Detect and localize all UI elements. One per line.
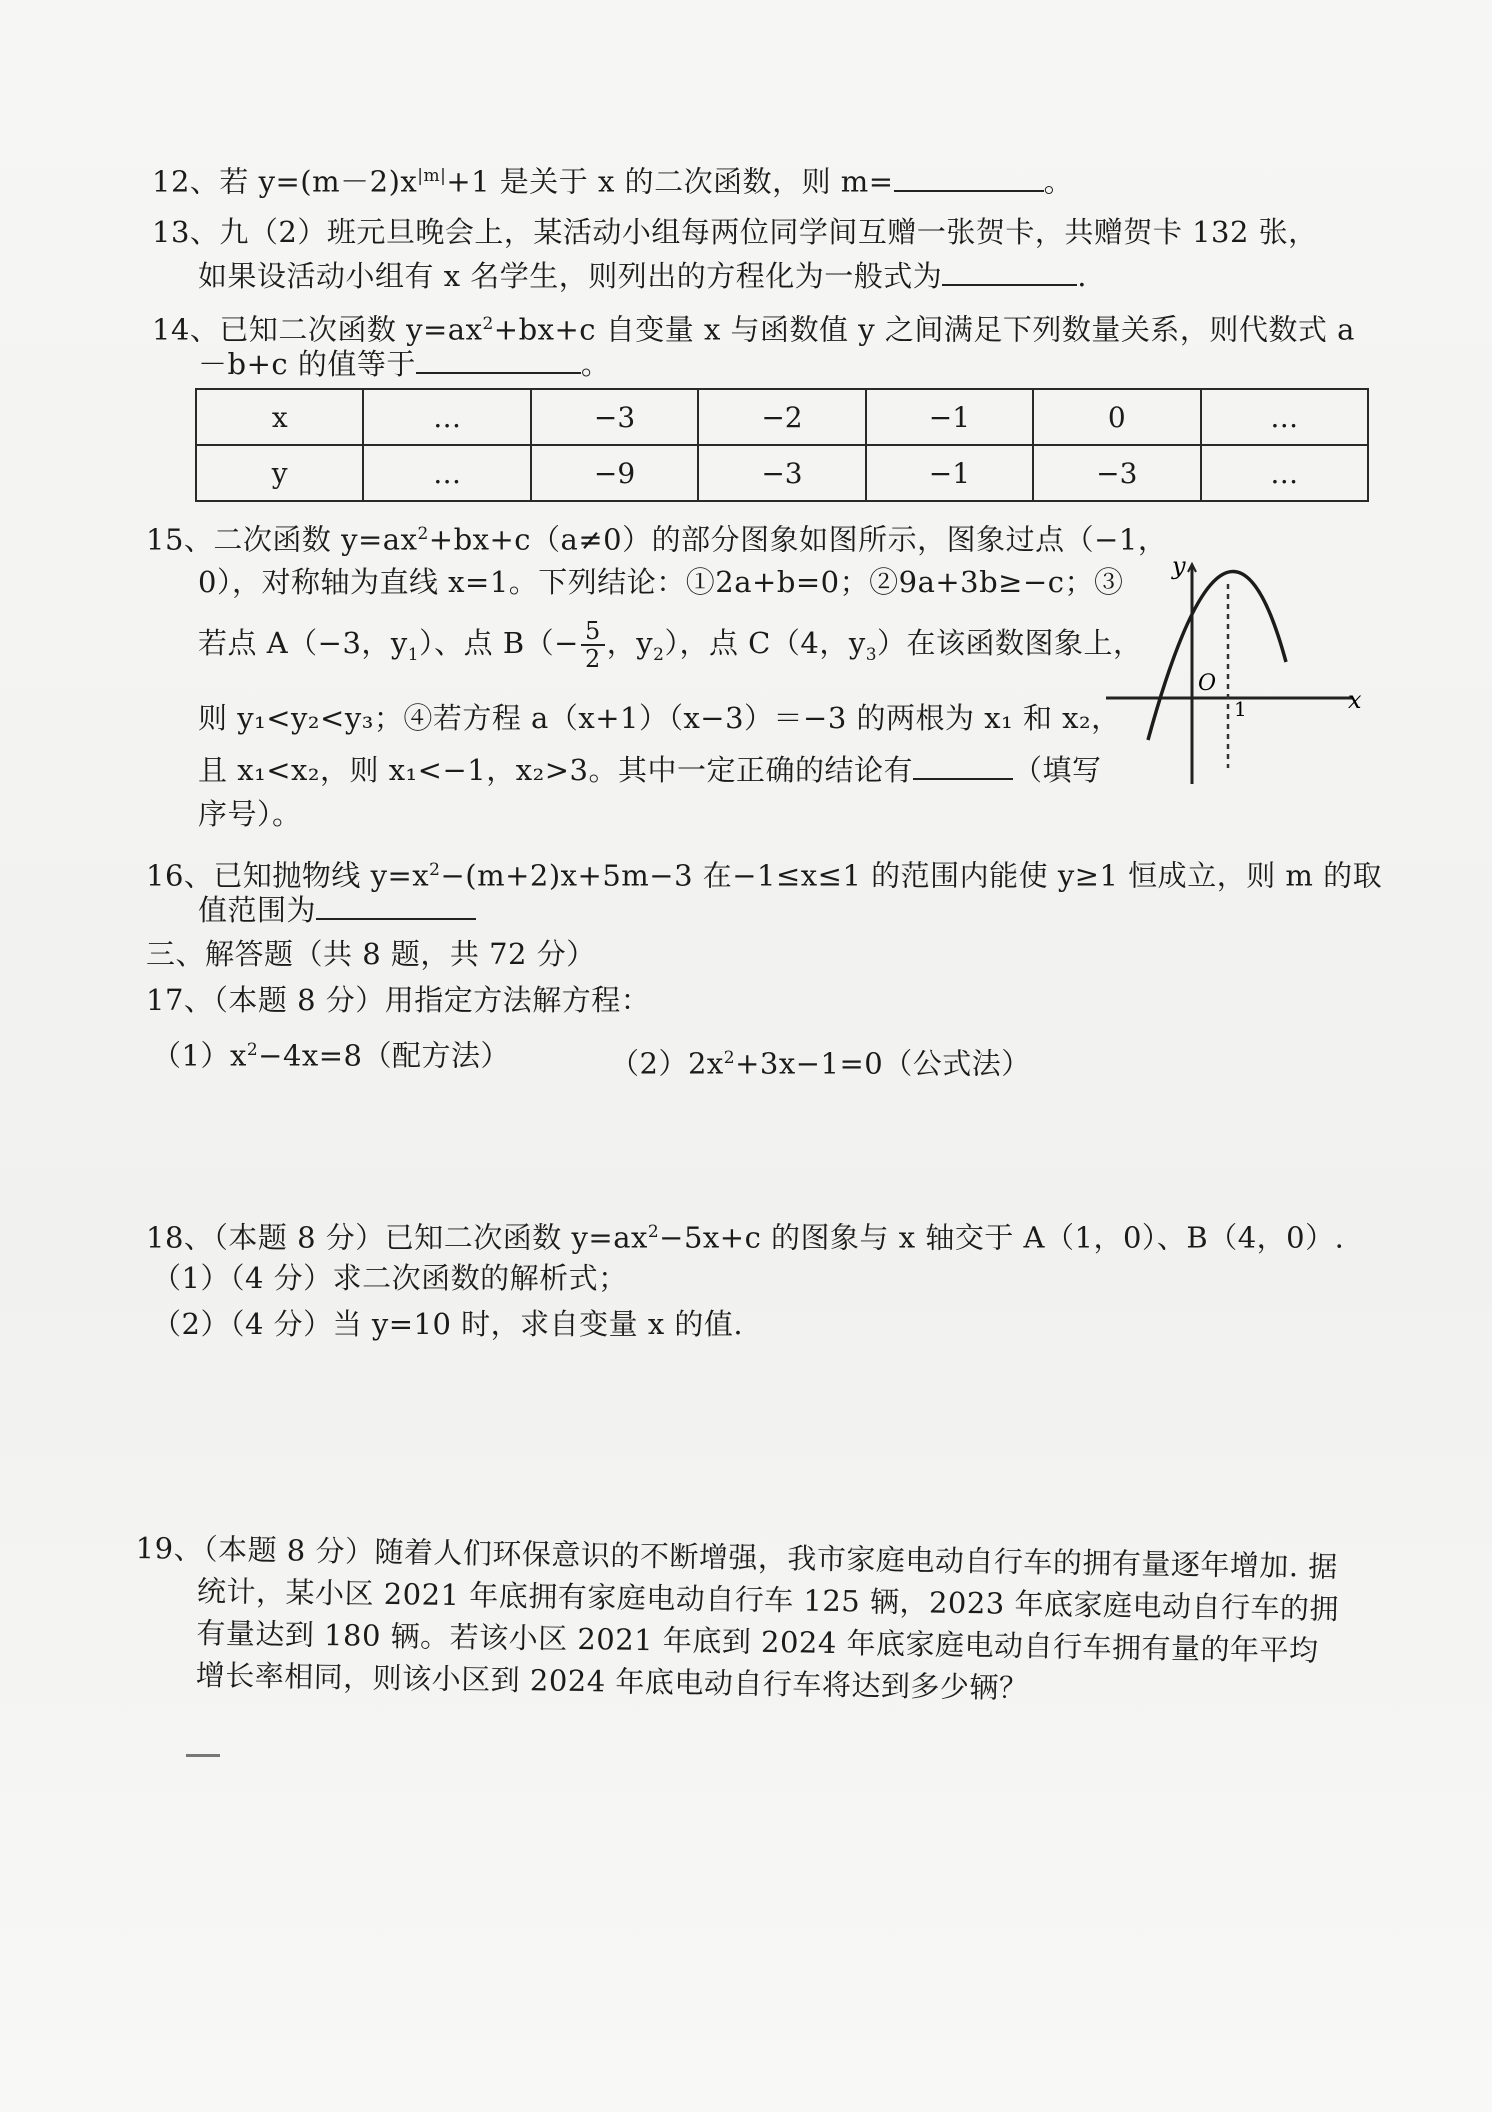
answer-blank[interactable] [942, 258, 1077, 286]
question-15-line5: 且 x₁<x₂，则 x₁<−1，x₂>3。其中一定正确的结论有 （填写 [198, 753, 1102, 787]
table-header-y: y [196, 445, 363, 501]
question-13-line1: 13、九（2）班元旦晚会上，某活动小组每两位同学间互赠一张贺卡，共赠贺卡 132 张， [152, 215, 1318, 249]
question-number: 12、 [152, 164, 220, 199]
table-cell: −3 [531, 389, 698, 445]
question-14-line1: 14、已知二次函数 $y=ax^2+bx+c$ 自变量 x 与函数值 y 之间满足下列数量关系，则代数式 a [152, 312, 1355, 347]
parabola-curve [1148, 571, 1286, 740]
question-number: 13、 [152, 215, 220, 249]
question-17-part2: $(2)2x^2+3x-1=0$（公式法） [610, 1046, 1031, 1081]
table-cell: −9 [531, 445, 698, 501]
question-19-line1: 19、（本题 8 分）随着人们环保意识的不断增强，我市家庭电动自行车的拥有量逐年增加. 据 [135, 1530, 1339, 1584]
question-18-title: 18、（本题 8 分）已知二次函数 $y=ax^2-5x+c$ 的图象与 x 轴交于 A（1，0）、B（4，0）. [146, 1220, 1345, 1255]
question-15-line2: 0），对称轴为直线 x=1。下列结论：①2a+b=0；②9a+3b≥−c；③ [198, 565, 1124, 599]
question-16-line1: 16、已知抛物线 $y=x^2-(m+2)x+5m-3$ 在−1≤x≤1 的范围内能使 y≥1 恒成立，则 m 的取 [146, 858, 1383, 893]
question-12: 12、若 $y=(m-2)x^{|m|}+1$ 是关于 x 的二次函数，则 m= 。 [152, 164, 1074, 199]
table-cell: 0 [1033, 389, 1200, 445]
answer-blank[interactable] [913, 752, 1013, 780]
table-cell: … [1201, 445, 1368, 501]
answer-blank[interactable] [416, 346, 581, 374]
table-header-x: x [196, 389, 363, 445]
x-axis-label: x [1348, 686, 1362, 714]
value-table [195, 388, 1369, 502]
table-cell: … [1201, 389, 1368, 445]
section-heading: 三、解答题（共 8 题，共 72 分） [146, 937, 596, 971]
table-cell: −1 [866, 445, 1033, 501]
answer-blank[interactable] [894, 164, 1044, 192]
table-cell: … [363, 389, 530, 445]
question-19-line4: 增长率相同，则该小区到 2024 年底电动自行车将达到多少辆？ [195, 1657, 1029, 1706]
table-cell: −1 [866, 389, 1033, 445]
parabola-graph [1100, 548, 1370, 788]
question-number: 15、 [146, 522, 214, 557]
table-cell: … [363, 445, 530, 501]
question-13-line2: 如果设活动小组有 x 名学生，则列出的方程化为一般式为 . [198, 259, 1088, 293]
question-19-line2: 统计，某小区 2021 年底拥有家庭电动自行车 125 辆，2023 年底家庭电动自行车的拥 [196, 1573, 1340, 1626]
y-axis-label: y [1172, 552, 1186, 580]
question-14-line2: －b+c 的值等于 。 [198, 347, 611, 381]
origin-label: O [1198, 671, 1217, 696]
question-17-part1: $(1)x^2-4x=8$（配方法） [152, 1038, 510, 1073]
table-row-y [196, 445, 1368, 501]
table-cell: −2 [698, 389, 865, 445]
question-15-line1: 15、二次函数 $y=ax^2+bx+c(a\ne 0)$的部分图象如图所示，图象过点（−1， [146, 522, 1168, 557]
answer-blank[interactable] [316, 892, 476, 920]
table-row-x [196, 389, 1368, 445]
table-cell: −3 [698, 445, 865, 501]
tick-label-1: 1 [1234, 697, 1247, 721]
question-15-line4: 则 y₁<y₂<y₃；④若方程 a（x+1）（x−3）＝−3 的两根为 x₁ 和 x₂， [198, 701, 1121, 735]
question-number: 16、 [146, 858, 214, 893]
table-cell: −3 [1033, 445, 1200, 501]
question-18-part1: （1）（4 分）求二次函数的解析式； [152, 1261, 628, 1295]
question-17-title: 17、（本题 8 分）用指定方法解方程： [146, 983, 651, 1017]
question-number: 14、 [152, 312, 220, 347]
question-19 [134, 1530, 1340, 1706]
question-15-line6: 序号）。 [198, 797, 302, 831]
stray-mark [186, 1754, 220, 1757]
question-16-line2: 值范围为 [198, 892, 476, 928]
question-19-line3: 有量达到 180 辆。若该小区 2021 年底到 2024 年底家庭电动自行车拥有量的年平均 [196, 1615, 1319, 1668]
question-18-part2: （2）（4 分）当 y=10 时，求自变量 x 的值. [152, 1307, 744, 1341]
question-15-line3: 若点 A（−3，$y_1$）、点 B（− $\frac{5}{2}$ ，$y_2$），点 C（4，$y_3$）在该函数图象上， [198, 617, 1143, 673]
fraction: $\frac{5}{2}$ [581, 618, 605, 672]
